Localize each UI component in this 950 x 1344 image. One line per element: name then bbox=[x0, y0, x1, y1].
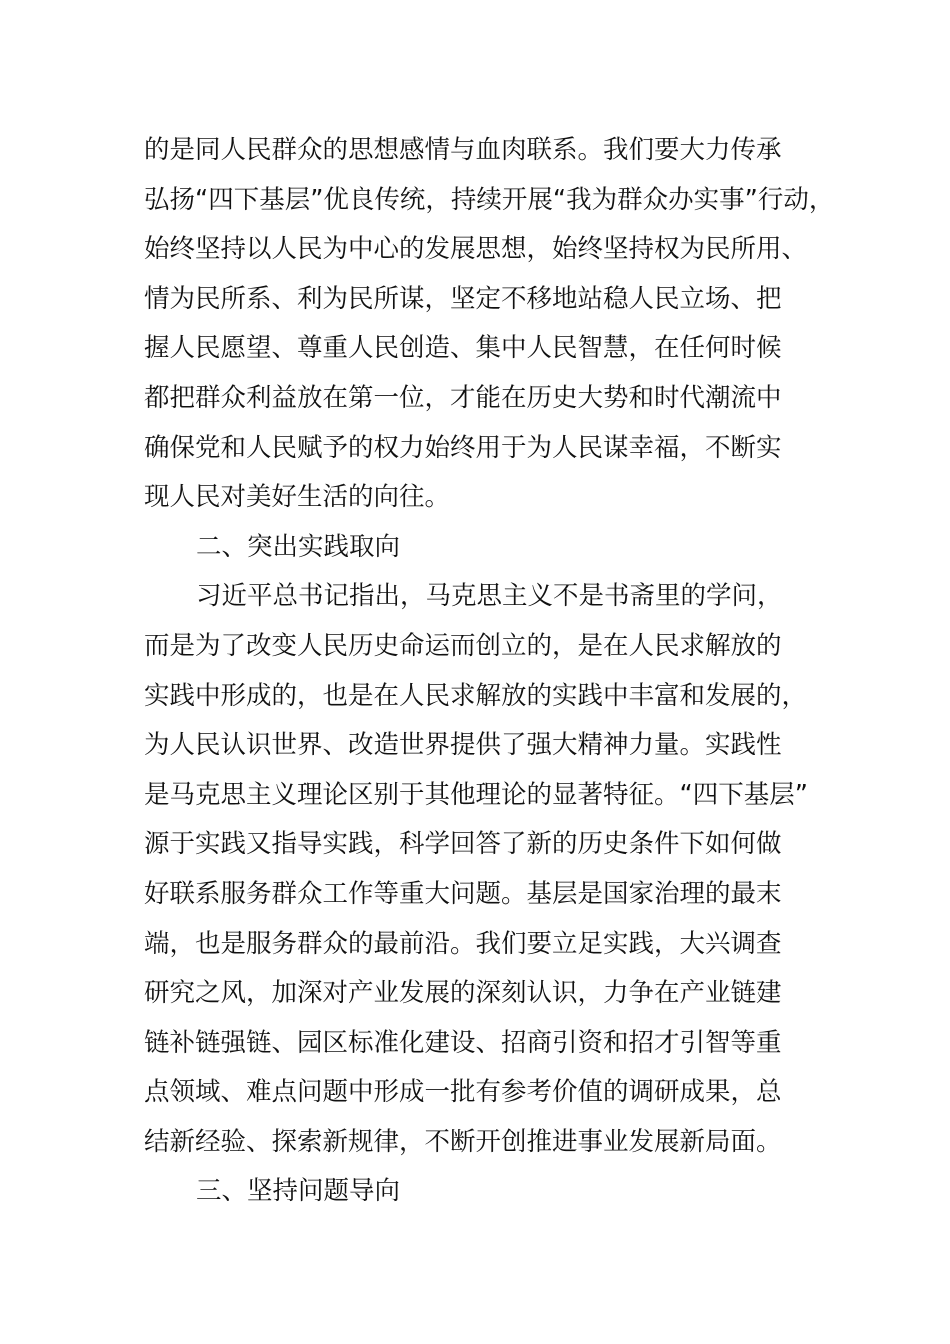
text-line: 确保党和人民赋予的权力始终用于为人民谋幸福，不断实 bbox=[144, 432, 782, 463]
text-line: 结新经验、探索新规律，不断开创推进事业发展新局面。 bbox=[144, 1126, 782, 1157]
text-line: 现人民对美好生活的向往。 bbox=[144, 482, 451, 513]
section-heading: 三、坚持问题导向 bbox=[196, 1176, 401, 1207]
text-line: 为人民认识世界、改造世界提供了强大精神力量。实践性 bbox=[144, 730, 782, 761]
paragraph-start-line: 习近平总书记指出，马克思主义不是书斋里的学问， bbox=[196, 581, 783, 612]
text-line: 情为民所系、利为民所谋，坚定不移地站稳人民立场、把 bbox=[144, 283, 782, 314]
text-line: 好联系服务群众工作等重大问题。基层是国家治理的最末 bbox=[144, 878, 782, 909]
section-heading: 二、突出实践取向 bbox=[196, 531, 401, 562]
text-line: 研究之风，加深对产业发展的深刻认识，力争在产业链建 bbox=[144, 978, 782, 1009]
text-line: 始终坚持以人民为中心的发展思想，始终坚持权为民所用、 bbox=[144, 234, 808, 265]
text-line: 点领域、难点问题中形成一批有参考价值的调研成果，总 bbox=[144, 1077, 782, 1108]
text-line: 是马克思主义理论区别于其他理论的显著特征。“四下基层” bbox=[144, 779, 808, 810]
text-line: 而是为了改变人民历史命运而创立的，是在人民求解放的 bbox=[144, 630, 782, 661]
text-line: 源于实践又指导实践，科学回答了新的历史条件下如何做 bbox=[144, 829, 782, 860]
text-line: 握人民愿望、尊重人民创造、集中人民智慧，在任何时候 bbox=[144, 333, 782, 364]
document-body bbox=[144, 126, 834, 1217]
text-line: 的是同人民群众的思想感情与血肉联系。我们要大力传承 bbox=[144, 135, 782, 165]
text-line: 实践中形成的，也是在人民求解放的实践中丰富和发展的， bbox=[144, 680, 808, 711]
text-line: 弘扬“四下基层”优良传统，持续开展“我为群众办实事”行动， bbox=[144, 184, 835, 215]
text-line: 链补链强链、园区标准化建设、招商引资和招才引智等重 bbox=[144, 1027, 782, 1058]
text-line: 都把群众利益放在第一位，才能在历史大势和时代潮流中 bbox=[144, 382, 782, 413]
text-line: 端，也是服务群众的最前沿。我们要立足实践，大兴调查 bbox=[144, 928, 782, 959]
